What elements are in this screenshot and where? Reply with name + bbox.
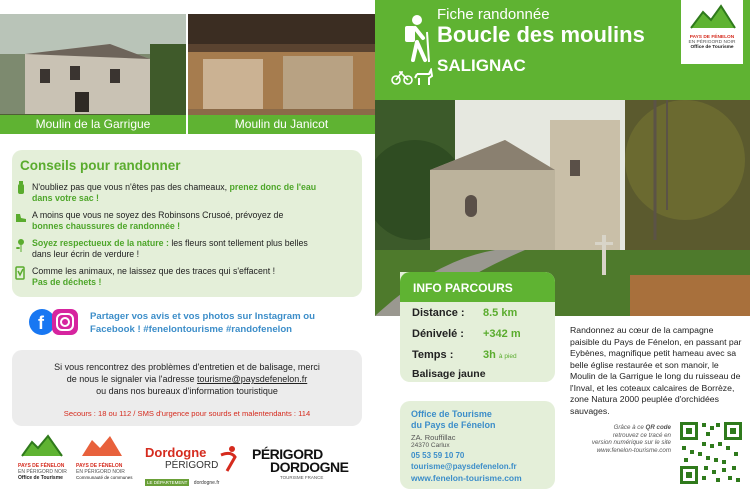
balisage: Balisage jaune [412, 368, 486, 380]
dordogne-runner-icon [217, 445, 239, 473]
route-description: Randonnez au cœur de la campagne paisible du Pays de Fénelon, en passant par Eybènes, magnifique petit hameau avec sa belle église restaurée et son manoir, le Moulin de la Garrigue le long du ruisseau de l'Inval, et les coteaux calcaires de Borrèze, zone Natura 2000 peuplée d'orchidées sauvages. [570, 325, 742, 416]
header-banner [375, 0, 750, 100]
instagram-icon [52, 309, 78, 335]
report-email-link[interactable]: tourisme@paysdefenelon.fr [197, 374, 308, 384]
logo-perigord-dordogne: PÉRIGORD DORDOGNE TOURISME FRANCE [252, 446, 349, 480]
info-parcours-panel [400, 272, 555, 382]
photo-moulin-garrigue [0, 14, 186, 134]
photo-moulin-janicot [188, 14, 375, 134]
denivele-label: Dénivelé : [412, 328, 464, 340]
fenelon-cc-logo-mark [76, 432, 124, 458]
activity-icons [391, 68, 433, 86]
social-text: Partager vos avis et vos photos sur Instagram ou Facebook ! #fenelontourisme #randofenelon [90, 311, 315, 335]
office-website[interactable]: www.fenelon-tourisme.com [411, 473, 522, 483]
logo-fenelon-cc: PAYS DE FÉNELON EN PÉRIGORD NOIR Communauté de communes [76, 432, 136, 480]
distance-value: 8.5 km [483, 307, 518, 319]
caption-moulin-janicot: Moulin du Janicot [188, 115, 375, 134]
flower-icon [15, 238, 27, 252]
tip-shoes: A moins que vous ne soyez des Robinsons Crusoé, prévoyez de bonnes chaussures de randonnée ! [32, 210, 284, 231]
horse-icon [415, 70, 432, 85]
emergency-numbers: Secours : 18 ou 112 / SMS d'urgence pour sourds et malentendants : 114 [63, 409, 311, 418]
office-name-2: du Pays de Fénelon [411, 420, 496, 430]
hiker-icon [397, 14, 433, 64]
temps-value: 3h à pied [483, 349, 517, 361]
logo-fenelon-ot: PAYS DE FÉNELON EN PÉRIGORD NOIR Office de Tourisme [18, 432, 68, 481]
fenelon-logo-mark [18, 432, 66, 458]
water-bottle-icon [15, 181, 27, 195]
footprint-icon [15, 266, 27, 280]
info-title: INFO PARCOURS [413, 281, 513, 295]
page-title: Boucle des moulins [437, 22, 645, 47]
svg-text:f: f [38, 313, 44, 333]
denivele-value: +342 m [483, 328, 521, 340]
office-email[interactable]: tourisme@paysdefenelon.fr [411, 462, 517, 471]
temps-label: Temps : [412, 349, 454, 361]
qr-note: Grâce à ce QR code retrouvez ce tracé en version numérique sur le site www.fenelon-tourisme.com [591, 424, 671, 454]
header-logo: PAYS DE FÉNELON EN PÉRIGORD NOIR Office de Tourisme [681, 0, 743, 64]
social-icons[interactable] [28, 307, 80, 337]
header-kicker: Fiche randonnée [437, 6, 550, 23]
conseils-panel [12, 150, 362, 297]
header-logo-mark [687, 0, 737, 30]
office-addr-1: ZA. Rouffillac [411, 433, 456, 442]
conseils-title: Conseils pour randonner [20, 158, 181, 173]
tip-waste: Comme les animaux, ne laissez que des traces qui s'effacent ! Pas de déchets ! [32, 266, 276, 287]
qr-code[interactable] [678, 420, 744, 486]
distance-label: Distance : [412, 307, 465, 319]
office-addr-2: 24370 Carlux [411, 442, 450, 449]
maintenance-alert: Si vous rencontrez des problèmes d'entretien et de balisage, merci de nous le signaler via l'adresse tourisme@paysdefenelon.fr ou dans nos bureaux d'information touristique Secours : 18 ou 112 / SMS d'urgence pour sourds et malentendants : 114 [12, 350, 362, 426]
tip-water: N'oubliez pas que vous n'êtes pas des chameaux, prenez donc de l'eau dans votre sac ! [32, 182, 317, 203]
logo-dordogne-perigord: Dordogne PÉRIGORD LE DÉPARTEMENT dordogne.fr [145, 445, 240, 489]
town-name: SALIGNAC [437, 56, 526, 75]
shoe-icon [15, 210, 27, 224]
tip-nature: Soyez respectueux de la nature : les fleurs sont tellement plus belles dans leur écrin de verdure ! [32, 238, 308, 259]
office-name-1: Office de Tourisme [411, 409, 492, 419]
office-tourisme-card [400, 401, 555, 489]
office-phone[interactable]: 05 53 59 10 70 [411, 451, 465, 460]
caption-moulin-garrigue: Moulin de la Garrigue [0, 115, 186, 134]
